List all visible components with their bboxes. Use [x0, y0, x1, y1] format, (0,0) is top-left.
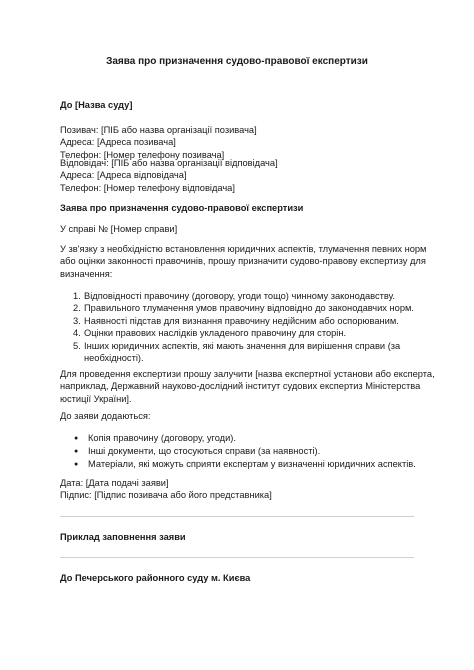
plaintiff-block — [60, 124, 420, 161]
section-heading: Заява про призначення судово-правової експертизи — [60, 203, 304, 213]
list-item-number: 5. — [73, 340, 81, 351]
list-item-text: Інших юридичних аспектів, які мають значення для вирішення справи (за — [84, 340, 401, 351]
defendant-name: Відповідач: [ПІБ або назва організації відповідача] — [60, 158, 278, 168]
plaintiff-address: Адреса: [Адреса позивача] — [60, 137, 176, 148]
plaintiff-name: Позивач: [ПІБ або назва організації позивача] — [60, 125, 257, 135]
attachments-list — [60, 432, 420, 472]
expert-line: наприклад, Державний науково-дослідний інститут судових експертиз Міністерства — [60, 381, 421, 392]
questions-list — [60, 290, 420, 364]
list-item — [60, 340, 420, 365]
list-item-number: 1. — [73, 291, 81, 301]
expert-paragraph — [60, 368, 435, 405]
list-item — [60, 290, 420, 302]
court-heading: До [Назва суду] — [60, 100, 133, 110]
document-title: Заява про призначення судово-правової експертизи — [106, 56, 368, 67]
defendant-address: Адреса: [Адреса відповідача] — [60, 170, 187, 181]
list-item: ● Інші документи, що стосуються справи (за наявності). — [60, 445, 420, 458]
list-item — [60, 315, 420, 327]
list-item-text: Оцінки правових наслідків укладеного правочину для сторін. — [84, 328, 347, 339]
intro-line: У зв'язку з необхідністю встановлення юридичних аспектів, тлумачення певних норм — [60, 244, 427, 254]
attachments-heading: До заяви додаються: — [60, 411, 151, 421]
intro-line: визначення: — [60, 268, 113, 279]
intro-line: або оцінки законності правочинів, прошу призначити судово-правову експертизу для — [60, 256, 426, 267]
plaintiff-phone: Телефон: [Номер телефону позивача] — [60, 149, 225, 160]
list-item — [60, 327, 420, 339]
example-court-heading: До Печерського районного суду м. Києва — [60, 573, 251, 583]
list-item — [60, 302, 420, 314]
list-item-number: 4. — [73, 328, 81, 339]
signature-block — [60, 477, 420, 502]
expert-line: юстиції України]. — [60, 393, 132, 404]
list-item-number: 2. — [73, 303, 81, 314]
defendant-phone: Телефон: [Номер телефону відповідача] — [60, 182, 235, 193]
signature-date: Дата: [Дата подачі заяви] — [60, 478, 169, 488]
list-item: ● Матеріали, які можуть сприяти експертам у визначенні юридичних аспектів. — [60, 458, 420, 471]
list-item-text: Наявності підстав для визнання правочину недійсним або оспорюваним. — [84, 315, 399, 326]
case-number: У справі № [Номер справи] — [60, 224, 178, 234]
example-heading: Приклад заповнення заяви — [60, 532, 186, 542]
divider — [60, 516, 414, 517]
list-item-text-continued: необхідності). — [84, 353, 144, 364]
list-item: ● Копія правочину (договору, угоди). — [60, 432, 420, 445]
list-item-text: Правильного тлумачення умов правочину відповідно до законодавчих норм. — [84, 303, 414, 314]
divider — [60, 557, 414, 558]
expert-line: Для проведення експертизи прошу залучити [назва експертної установи або експерта, — [60, 369, 435, 379]
signature-sign: Підпис: [Підпис позивача або його представника] — [60, 490, 272, 501]
list-item-number: 3. — [73, 315, 81, 326]
intro-paragraph — [60, 243, 427, 280]
list-item-text: Відповідності правочину (договору, угоди тощо) чинному законодавству. — [84, 291, 395, 301]
defendant-block — [60, 157, 420, 194]
